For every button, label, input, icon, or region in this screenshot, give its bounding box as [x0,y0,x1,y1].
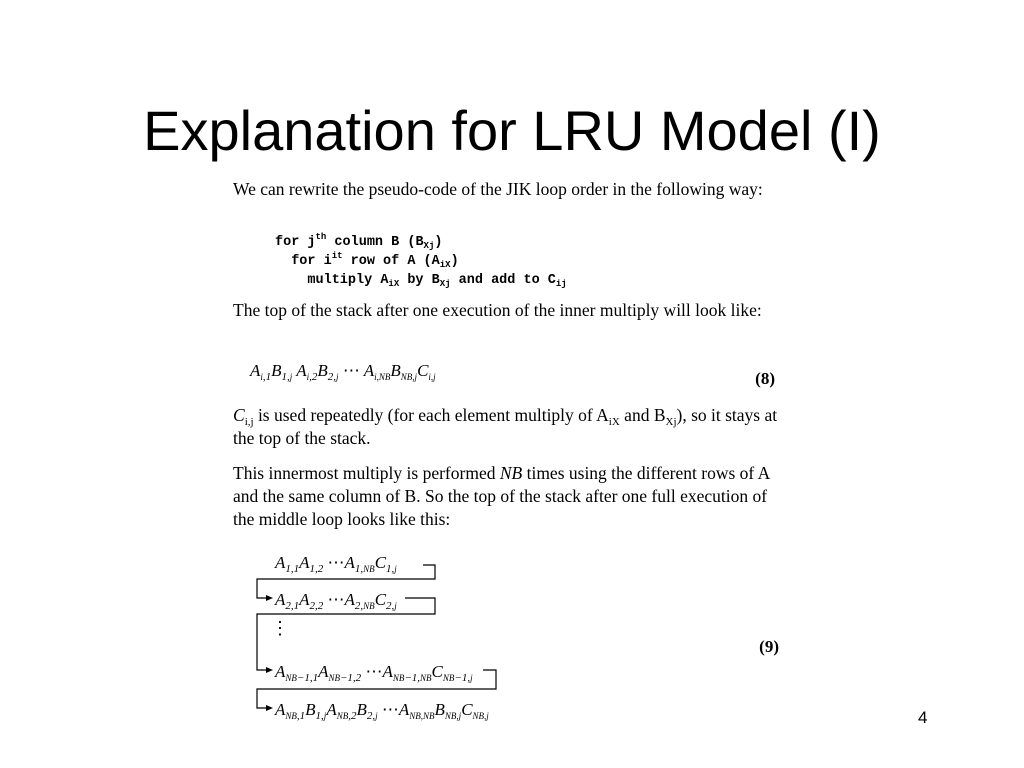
equation-8-number: (8) [755,369,775,388]
slide-title: Explanation for LRU Model (I) [143,99,881,162]
stack-paragraph: The top of the stack after one execution of the inner multiply will look like: [233,300,762,320]
code-line-1: for $j^{th}$ column B $(B_{Xj})$ [275,232,443,251]
stack-row-1: $A_{1,1}A_{1,2}$ $\cdots A_{1,NB}C_{1,j}$ [275,553,397,575]
code-line-3: multiply $A_{iX}$ by $B_{Xj}$ and add to $C_{ij}$ [275,273,567,289]
stack-row-2: $A_{2,1}A_{2,2}$ $\cdots A_{2,NB}C_{2,j}$ [275,590,397,612]
equation-9-number: (9) [759,637,779,656]
equation-9 [233,548,785,723]
stack-row-nb-minus-1: $A_{NB-1,1}A_{NB-1,2}$ $\cdots A_{NB-1,NB}C_{NB-1,j}$ [275,662,473,684]
stack-row-nb: $A_{NB,1}B_{1,j}A_{NB,2}B_{2,j}$ $\cdots A_{NB,NB}B_{NB,j}C_{NB,j}$ [275,700,489,722]
equation-8: $A_{i,1}B_{1,j}$ $A_{i,2}B_{2,j}$ ⋯ $A_{i,NB}B_{NB,j}C_{i,j}$ [250,361,436,383]
innermost-paragraph: This innermost multiply is performed NB times using the different rows of A and the same column of B. So the top of the stack after one full execution of the middle loop looks like this: [233,463,770,529]
intro-paragraph: We can rewrite the pseudo-code of the JIK loop order in the following way: [233,179,763,199]
page-number: 4 [918,708,928,727]
code-line-2: for $i^{it}$ row of A $(A_{iX})$ [275,251,459,270]
reuse-paragraph: $C_{i,j}$ is used repeatedly (for each element multiply of $A_{iX}$ and $B_{Xj}$), so it stays at the top of the stack. [233,405,778,448]
pseudo-code-block [275,233,567,290]
stack-vdots: ⋮ [271,618,289,638]
